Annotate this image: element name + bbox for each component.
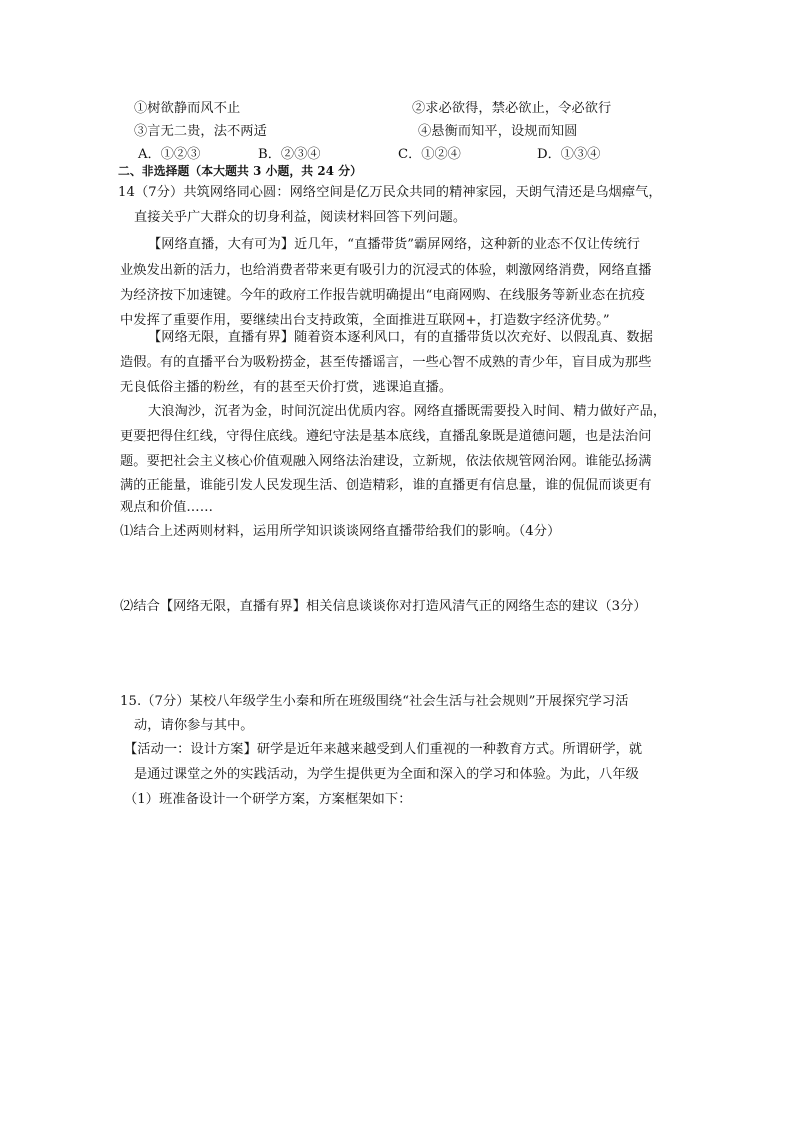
q15-stem-line: 15.（7分）某校八年级学生小秦和所在班级围绕“社会生活与社会规则”开展探究学习活 <box>120 694 629 709</box>
q13-choice-c: C．①②④ <box>398 147 461 162</box>
q14-para3-line: 题。要把社会主义核心价值观融入网络法治建设，立新规，依法依规管网治网。谁能弘扬满 <box>120 454 652 469</box>
q14-para2-line: 造假。有的直播平台为吸粉捞金，甚至传播谣言，一些心智不成熟的青少年，盲目成为那些 <box>120 355 652 370</box>
q14-para1-line: 【网络直播，大有可为】近几年，“直播带货”霸屏网络，这种新的业态不仅让传统行 <box>148 237 641 252</box>
q13-item-4: ④悬衡而知平，设规而知圆 <box>418 124 578 139</box>
q14-stem-line: 直接关乎广大群众的切身利益，阅读材料回答下列问题。 <box>134 210 467 225</box>
q13-choice-b: B．②③④ <box>258 147 321 162</box>
q13-item-3: ③言无二贵，法不两适 <box>134 124 267 139</box>
q14-stem-line: 14（7分）共筑网络同心圆：网络空间是亿万民众共同的精神家园，天朗气清还是乌烟瘴气， <box>118 185 662 200</box>
q14-para3-line: 更要把得住红线，守得住底线。遵纪守法是基本底线，直播乱象既是道德问题，也是法治问 <box>120 429 652 444</box>
q15-activity1-line: 是通过课堂之外的实践活动，为学生提供更为全面和深入的学习和体验。为此，八年级 <box>134 767 639 782</box>
q13-choice-a: A．①②③ <box>138 147 201 162</box>
q14-para3-line: 大浪淘沙，沉者为金，时间沉淀出优质内容。网络直播既需要投入时间、精力做好产品， <box>148 404 667 419</box>
q13-choice-d: D．①③④ <box>537 147 601 162</box>
q13-item-1: ①树欲静而风不止 <box>134 101 241 116</box>
q15-activity1-line: （1）班准备设计一个研学方案，方案框架如下： <box>124 792 412 807</box>
q15-activity1-line: 【活动一：设计方案】研学是近年来越来越受到人们重视的一种教育方式。所谓研学，就 <box>124 742 643 757</box>
q14-para2-line: 无良低俗主播的粉丝，有的甚至天价打赏，逃课追直播。 <box>120 380 453 395</box>
section-header: 二、非选择题（本大题共 3 小题，共 24 分） <box>118 164 363 178</box>
q13-item-2: ②求必欲得，禁必欲止，令必欲行 <box>412 101 612 116</box>
q14-subquestion-2: ⑵结合【网络无限，直播有界】相关信息谈谈你对打造风清气正的网络生态的建议（3分） <box>120 599 647 614</box>
q14-subquestion-1: ⑴结合上述两则材料，运用所学知识谈谈网络直播带给我们的影响。（4分） <box>120 524 561 539</box>
q15-stem-line: 动，请你参与其中。 <box>134 718 254 733</box>
q14-para1-line: 中发挥了重要作用，要继续出台支持政策，全面推进互联网+，打造数字经济优势。” <box>120 313 610 328</box>
q14-para3-line: 观点和价值…… <box>120 500 214 515</box>
q14-para2-line: 【网络无限，直播有界】随着资本逐利风口，有的直播带货以次充好、以假乱真、数据 <box>148 330 653 345</box>
q14-para1-line: 业焕发出新的活力，也给消费者带来更有吸引力的沉浸式的体验，刺激网络消费，网络直播 <box>120 263 652 278</box>
q14-para3-line: 满的正能量，谁能引发人民发现生活、创造精彩，谁的直播更有信息量，谁的侃侃而谈更有 <box>120 478 652 493</box>
q14-para1-line: 为经济按下加速键。今年的政府工作报告就明确提出“电商网购、在线服务等新业态在抗疫 <box>120 288 646 303</box>
